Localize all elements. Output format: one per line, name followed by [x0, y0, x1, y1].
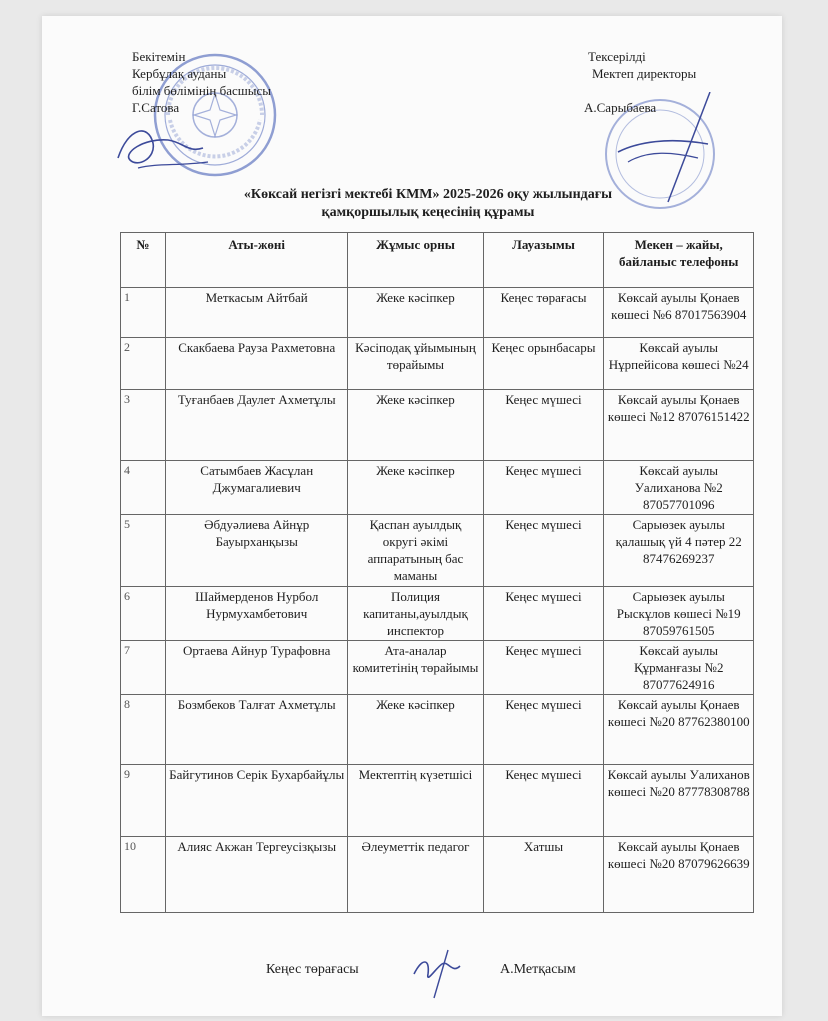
title-line-2: қамқоршылық кеңесінің құрамы — [321, 205, 535, 220]
member-workplace: Қаспан ауылдық округі әкімі аппаратының бас маманы — [348, 515, 483, 587]
column-header-position: Лауазымы — [483, 233, 604, 288]
table-row — [121, 641, 754, 695]
member-name: Бозмбеков Талғат Ахметұлы — [166, 695, 348, 765]
title-line-1: «Көксай негізгі мектебі КММ» 2025-2026 оқу жылындағы — [243, 187, 613, 202]
member-workplace: Кәсіподақ ұйымының төрайымы — [348, 338, 483, 390]
member-position: Кеңес мүшесі — [483, 765, 604, 837]
table-row — [121, 390, 754, 461]
member-workplace: Ата-аналар комитетінің төрайымы — [348, 641, 483, 695]
council-members-table — [120, 232, 754, 913]
member-address: Сарыөзек ауылы қалашық үй 4 пәтер 22 87476269237 — [604, 515, 754, 587]
member-position: Кеңес мүшесі — [483, 515, 604, 587]
member-workplace: Әлеуметтік педагог — [348, 837, 483, 913]
director-label: Мектеп директоры — [592, 66, 697, 81]
member-position: Кеңес мүшесі — [483, 695, 604, 765]
member-address: Көксай ауылы Қонаев көшесі №6 87017563904 — [604, 288, 754, 338]
member-address: Көксай ауылы Қонаев көшесі №20 87762380100 — [604, 695, 754, 765]
approval-block-right — [584, 48, 697, 116]
member-address: Сарыөзек ауылы Рыскұлов көшесі №19 87059761505 — [604, 587, 754, 641]
member-position: Кеңес төрағасы — [483, 288, 604, 338]
member-name: Ортаева Айнур Турафовна — [166, 641, 348, 695]
member-name: Меткасым Айтбай — [166, 288, 348, 338]
member-position: Кеңес мүшесі — [483, 587, 604, 641]
column-header-number: № — [121, 233, 166, 288]
member-name: Байгутинов Серік Бухарбайұлы — [166, 765, 348, 837]
column-header-address: Мекен – жайы, байланыс телефоны — [604, 233, 754, 288]
row-number: 3 — [121, 390, 166, 461]
row-number: 10 — [121, 837, 166, 913]
column-header-workplace: Жұмыс орны — [348, 233, 483, 288]
footer-role: Кеңес төрағасы — [266, 962, 359, 977]
member-name: Скакбаева Рауза Рахметовна — [166, 338, 348, 390]
member-position: Кеңес мүшесі — [483, 461, 604, 515]
row-number: 8 — [121, 695, 166, 765]
member-name: Әбдуәлиева Айнұр Бауырханқызы — [166, 515, 348, 587]
table-row — [121, 837, 754, 913]
table-row — [121, 765, 754, 837]
table-header-row — [121, 233, 754, 288]
department-head-label: білім бөлімінің басшысы — [132, 83, 272, 98]
member-workplace: Полиция капитаны,ауылдық инспектор — [348, 587, 483, 641]
table-row — [121, 695, 754, 765]
table-row — [121, 338, 754, 390]
approved-label: Бекітемін — [132, 49, 186, 64]
department-head-name: Г.Сатова — [132, 100, 180, 115]
member-address: Көксай ауылы Нұрпейісова көшесі №24 — [604, 338, 754, 390]
member-address: Көксай ауылы Уалиханова №2 87057701096 — [604, 461, 754, 515]
row-number: 5 — [121, 515, 166, 587]
member-position: Кеңес мүшесі — [483, 390, 604, 461]
member-workplace: Жеке кәсіпкер — [348, 695, 483, 765]
member-position: Кеңес мүшесі — [483, 641, 604, 695]
document-title — [120, 186, 736, 222]
footer-chairman-name: А.Метқасым — [500, 962, 576, 977]
row-number: 2 — [121, 338, 166, 390]
member-address: Көксай ауылы Қонаев көшесі №20 87079626639 — [604, 837, 754, 913]
director-name: А.Сарыбаева — [584, 100, 657, 115]
signature-left — [108, 118, 218, 178]
member-position: Хатшы — [483, 837, 604, 913]
member-address: Көксай ауылы Қонаев көшесі №12 87076151422 — [604, 390, 754, 461]
member-position: Кеңес орынбасары — [483, 338, 604, 390]
member-name: Сатымбаев Жасұлан Джумагалиевич — [166, 461, 348, 515]
column-header-name: Аты-жөні — [166, 233, 348, 288]
approval-block-left — [132, 48, 271, 116]
member-name: Алияс Акжан Тергеусізқызы — [166, 837, 348, 913]
member-address: Көксай ауылы Уалиханов көшесі №20 87778308788 — [604, 765, 754, 837]
district-label: Кербұлақ ауданы — [132, 66, 227, 81]
member-name: Шаймерденов Нурбол Нурмухамбетович — [166, 587, 348, 641]
member-workplace: Жеке кәсіпкер — [348, 461, 483, 515]
member-workplace: Жеке кәсіпкер — [348, 390, 483, 461]
member-workplace: Жеке кәсіпкер — [348, 288, 483, 338]
row-number: 1 — [121, 288, 166, 338]
table-row — [121, 288, 754, 338]
row-number: 9 — [121, 765, 166, 837]
member-name: Туғанбаев Даулет Ахметұлы — [166, 390, 348, 461]
table-row — [121, 515, 754, 587]
member-address: Көксай ауылы Құрманғазы №2 87077624916 — [604, 641, 754, 695]
table-row — [121, 461, 754, 515]
table-row — [121, 587, 754, 641]
row-number: 4 — [121, 461, 166, 515]
member-workplace: Мектептің күзетшісі — [348, 765, 483, 837]
chairman-signature — [408, 944, 468, 1000]
row-number: 7 — [121, 641, 166, 695]
checked-label: Тексерілді — [588, 49, 646, 64]
row-number: 6 — [121, 587, 166, 641]
